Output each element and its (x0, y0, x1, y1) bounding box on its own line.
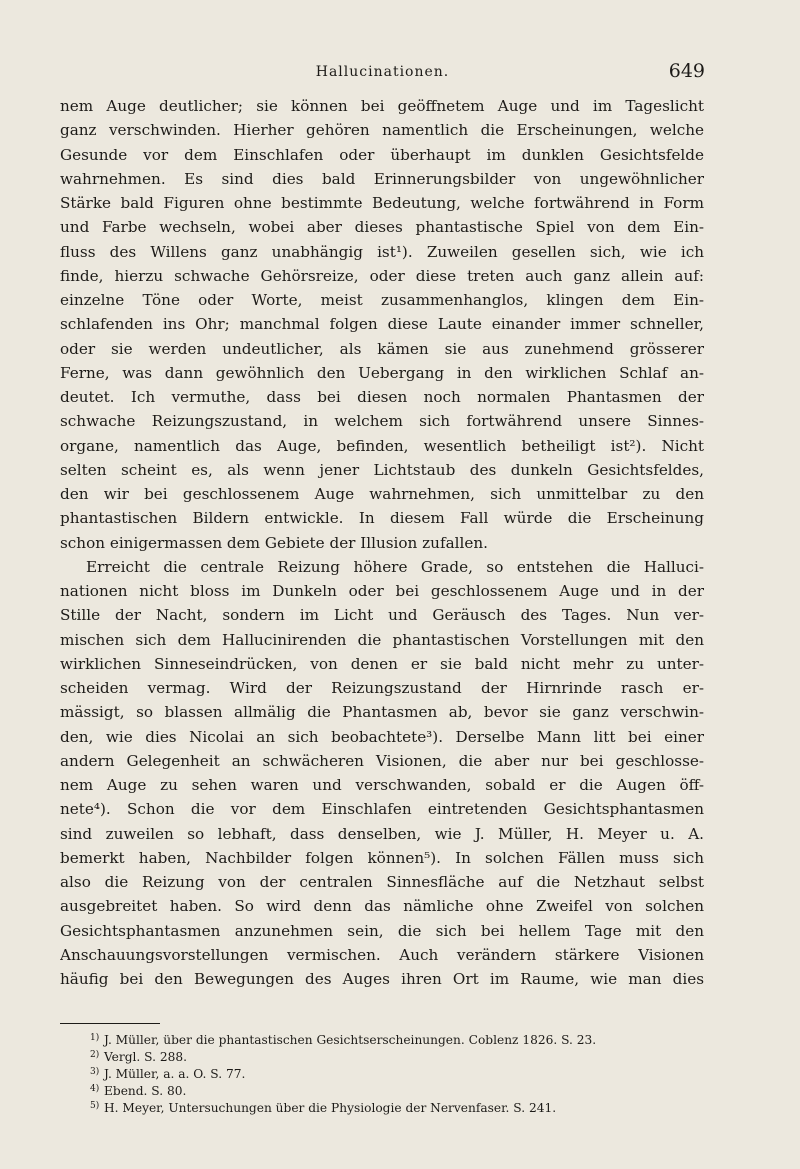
text-line: finde, hierzu schwache Gehörsreize, oder diese treten auch ganz allein auf: (60, 266, 704, 285)
footnote-marker: 3) (90, 1067, 100, 1077)
text-line: Anschauungsvorstellungen vermischen. Auch verändern stärkere Visionen (60, 945, 704, 964)
text-line: also die Reizung von der centralen Sinnesfläche auf die Netzhaut selbst (60, 873, 704, 891)
footnote-text: J. Müller, a. a. O. S. 77. (104, 1067, 246, 1081)
text-line: sind zuweilen so lebhaft, dass denselben, wie J. Müller, H. Meyer u. A. (60, 824, 704, 843)
text-line: einzelne Töne oder Worte, meist zusammenhanglos, klingen dem Ein- (60, 291, 704, 309)
text-line: ausgebreitet haben. So wird denn das nämliche ohne Zweifel von solchen (60, 897, 704, 916)
footnote (90, 1032, 704, 1049)
text-line: mässigt, so blassen allmälig die Phantasmen ab, bevor sie ganz verschwin- (60, 703, 704, 722)
footnotes (90, 1032, 704, 1117)
footnote-text: Ebend. S. 80. (104, 1084, 187, 1098)
text-line: bemerkt haben, Nachbilder folgen können⁵). In solchen Fällen muss sich (60, 848, 704, 867)
footnote (90, 1066, 704, 1083)
text-line: häufig bei den Bewegungen des Auges ihren Ort im Raume, wie man dies (60, 970, 704, 988)
text-line: Stärke bald Figuren ohne bestimmte Bedeutung, welche fortwährend in Form (60, 194, 704, 212)
text-line: schwache Reizungszustand, in welchem sich fortwährend unsere Sinnes- (60, 412, 704, 431)
text-line: schon einigermassen dem Gebiete der Illusion zufallen. (60, 533, 488, 552)
text-line: nete⁴). Schon die vor dem Einschlafen eintretenden Gesichtsphantasmen (60, 800, 704, 819)
text-line: deutet. Ich vermuthe, dass bei diesen noch normalen Phantasmen der (60, 388, 704, 406)
text-line: andern Gelegenheit an schwächeren Visionen, die aber nur bei geschlosse- (60, 751, 704, 770)
body-text (60, 94, 704, 991)
footnote-marker: 1) (90, 1033, 100, 1043)
footnote-marker: 5) (90, 1101, 100, 1111)
text-line: scheiden vermag. Wird der Reizungszustand der Hirnrinde rasch er- (60, 679, 704, 697)
footnote-text: J. Müller, über die phantastischen Gesichtserscheinungen. Coblenz 1826. S. 23. (104, 1033, 597, 1047)
footnote (90, 1100, 704, 1117)
text-line: wirklichen Sinneseindrücken, von denen er sie bald nicht mehr zu unter- (60, 654, 704, 673)
footnote-divider (60, 1023, 160, 1024)
text-line: selten scheint es, als wenn jener Lichtstaub des dunkeln Gesichtsfeldes, (60, 460, 704, 479)
text-line: Stille der Nacht, sondern im Licht und Geräusch des Tages. Nun ver- (60, 606, 704, 625)
text-line: nem Auge deutlicher; sie können bei geöffnetem Auge und im Tageslicht (60, 97, 704, 115)
running-head (60, 60, 705, 90)
text-line: nem Auge zu sehen waren und verschwanden, sobald er die Augen öff- (60, 776, 704, 794)
text-line: Gesunde vor dem Einschlafen oder überhaupt im dunklen Gesichtsfelde (60, 145, 704, 164)
footnote (90, 1083, 704, 1100)
text-line: Gesichtsphantasmen anzunehmen sein, die sich bei hellem Tage mit den (60, 921, 704, 940)
footnote (90, 1049, 704, 1066)
footnote-marker: 2) (90, 1050, 100, 1060)
text-line: phantastischen Bildern entwickle. In diesem Fall würde die Erscheinung (60, 509, 704, 528)
footnote-marker: 4) (90, 1084, 100, 1094)
text-line: schlafenden ins Ohr; manchmal folgen diese Laute einander immer schneller, (60, 315, 704, 334)
page-number: 649 (668, 60, 705, 82)
text-line: Ferne, was dann gewöhnlich den Uebergang in den wirklichen Schlaf an- (60, 363, 704, 382)
footnote-text: H. Meyer, Untersuchungen über die Physiologie der Nervenfaser. S. 241. (104, 1101, 557, 1115)
text-line: wahrnehmen. Es sind dies bald Erinnerungsbilder von ungewöhnlicher (60, 169, 704, 188)
text-line: Erreicht die centrale Reizung höhere Grade, so entstehen die Halluci- (86, 557, 704, 576)
text-line: organe, namentlich das Auge, befinden, wesentlich betheiligt ist²). Nicht (60, 436, 704, 455)
text-line: den, wie dies Nicolai an sich beobachtete³). Derselbe Mann litt bei einer (60, 727, 704, 746)
text-line: und Farbe wechseln, wobei aber dieses phantastische Spiel von dem Ein- (60, 218, 704, 237)
text-line: den wir bei geschlossenem Auge wahrnehmen, sich unmittelbar zu den (60, 485, 704, 503)
text-line: nationen nicht bloss im Dunkeln oder bei geschlossenem Auge und in der (60, 582, 704, 600)
text-line: oder sie werden undeutlicher, als kämen sie aus zunehmend grösserer (60, 339, 704, 358)
text-line: fluss des Willens ganz unabhängig ist¹). Zuweilen gesellen sich, wie ich (60, 242, 704, 261)
footnote-text: Vergl. S. 288. (104, 1050, 187, 1064)
running-title: Hallucinationen. (315, 64, 450, 80)
text-line: ganz verschwinden. Hierher gehören namentlich die Erscheinungen, welche (60, 121, 704, 140)
text-line: mischen sich dem Hallucinirenden die phantastischen Vorstellungen mit den (60, 630, 704, 649)
